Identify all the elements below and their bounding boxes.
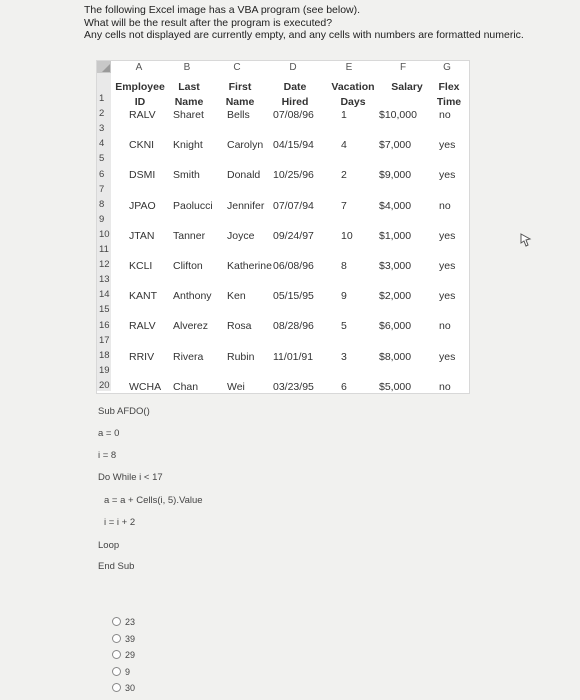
cell-f-row-1: $10,000 <box>379 109 417 121</box>
cell-e-row-9: 3 <box>341 350 347 363</box>
cell-e-row-3: 2 <box>341 169 347 182</box>
cell-f-row-3: $9,000 <box>379 169 412 182</box>
cell-c-row-3: Donald <box>227 169 261 182</box>
cell-g-row-8: no <box>439 320 451 333</box>
cell-b-row-5: Tanner <box>173 229 206 242</box>
cell-a-row-10: WCHA <box>129 380 162 393</box>
code-accumulate: a = a + Cells(i, 5).Value <box>104 495 203 506</box>
cell-c-row-6: Katherine <box>227 260 272 272</box>
header-e-line-2: Days <box>340 96 366 108</box>
cell-c-row-9: Rubin <box>227 350 255 363</box>
cell-a-row-6: KCLI <box>129 260 153 272</box>
cell-a-row-3: DSMI <box>129 169 156 182</box>
header-c-line-1: First <box>228 81 252 93</box>
row-number-18: 18 <box>99 349 110 361</box>
answer-option-label: 23 <box>125 617 136 627</box>
answer-option-label: 9 <box>125 666 131 677</box>
row-number-12: 12 <box>99 259 110 271</box>
cell-c-row-5: Joyce <box>227 229 255 242</box>
cell-e-row-7: 9 <box>341 290 347 303</box>
column-letter-d: D <box>289 62 297 73</box>
row-number-19: 19 <box>99 364 110 376</box>
row-number-8: 8 <box>99 198 105 210</box>
row-number-7: 7 <box>99 183 105 195</box>
row-number-2: 2 <box>99 108 105 120</box>
cell-e-row-2: 4 <box>341 139 347 152</box>
header-c-line-2: Name <box>225 96 255 108</box>
radio-button-icon[interactable] <box>112 634 121 643</box>
cell-c-row-4: Jennifer <box>227 199 265 212</box>
radio-button-icon[interactable] <box>112 617 121 626</box>
cell-d-row-8: 08/28/96 <box>273 320 314 333</box>
code-increment: i = i + 2 <box>104 517 136 528</box>
row-number-4: 4 <box>99 138 105 150</box>
cell-g-row-6: yes <box>439 260 456 272</box>
cell-g-row-10: no <box>439 380 451 393</box>
cell-a-row-7: KANT <box>129 290 158 303</box>
header-g-line-2: Time <box>436 96 462 108</box>
cell-b-row-7: Anthony <box>173 290 212 303</box>
cell-e-row-10: 6 <box>341 380 347 393</box>
cell-f-row-4: $4,000 <box>379 199 412 212</box>
row-number-13: 13 <box>99 274 110 286</box>
question-line-3: Any cells not displayed are currently empty, and any cells with numbers are formatted numeric. <box>84 29 524 41</box>
row-number-14: 14 <box>99 289 110 301</box>
cell-b-row-3: Smith <box>173 169 200 182</box>
cell-c-row-10: Wei <box>227 380 245 393</box>
header-b-line-2: Name <box>174 96 204 108</box>
cell-f-row-6: $3,000 <box>379 260 412 272</box>
cell-g-row-4: no <box>439 199 451 212</box>
row-number-5: 5 <box>99 153 105 165</box>
header-a-line-2: ID <box>134 96 146 108</box>
select-all-corner <box>97 61 111 73</box>
header-e-line-1: Vacation <box>331 81 375 93</box>
answer-option-label: 39 <box>125 633 136 644</box>
cell-d-row-3: 10/25/96 <box>273 169 314 182</box>
cell-b-row-9: Rivera <box>173 350 204 363</box>
row-number-11: 11 <box>99 244 109 255</box>
cell-c-row-2: Carolyn <box>227 139 264 152</box>
header-d-line-1: Date <box>283 81 307 93</box>
question-text <box>84 4 564 42</box>
cell-b-row-10: Chan <box>173 380 199 393</box>
cell-e-row-6: 8 <box>341 260 347 272</box>
cell-f-row-9: $8,000 <box>379 350 412 363</box>
column-letter-c: C <box>233 62 241 73</box>
cell-g-row-9: yes <box>439 350 456 363</box>
mouse-cursor-icon <box>520 233 532 247</box>
cell-e-row-1: 1 <box>341 109 347 121</box>
answer-option[interactable] <box>112 683 135 693</box>
row-number-1: 1 <box>99 93 105 104</box>
cell-b-row-1: Sharet <box>173 109 204 121</box>
cell-a-row-8: RALV <box>129 320 156 333</box>
cell-e-row-4: 7 <box>341 199 347 212</box>
answer-option[interactable] <box>112 667 130 677</box>
cell-a-row-5: JTAN <box>129 229 155 242</box>
header-g-line-1: Flex <box>438 81 460 93</box>
column-letter-g: G <box>443 62 451 73</box>
header-b-line-1: Last <box>178 81 200 93</box>
code-loop: Loop <box>98 540 120 551</box>
row-number-20: 20 <box>99 379 110 391</box>
cell-d-row-9: 11/01/91 <box>273 350 314 363</box>
radio-button-icon[interactable] <box>112 667 121 676</box>
code-i-init: i = 8 <box>98 450 117 461</box>
column-letter-a: A <box>135 62 143 73</box>
radio-button-icon[interactable] <box>112 683 121 692</box>
cell-g-row-7: yes <box>439 290 456 303</box>
code-do-while: Do While i < 17 <box>98 472 163 483</box>
cell-c-row-1: Bells <box>227 109 250 121</box>
cell-g-row-5: yes <box>439 229 456 242</box>
cell-b-row-6: Clifton <box>173 260 203 272</box>
row-number-16: 16 <box>99 319 110 331</box>
answer-option[interactable] <box>112 617 135 627</box>
spreadsheet-image <box>96 60 470 394</box>
row-number-17: 17 <box>99 334 110 346</box>
answer-option[interactable] <box>112 634 135 644</box>
cell-d-row-6: 06/08/96 <box>273 260 314 272</box>
cell-a-row-2: CKNI <box>129 139 155 152</box>
header-f-line-1: Salary <box>391 81 423 93</box>
cell-d-row-1: 07/08/96 <box>273 109 314 121</box>
cell-b-row-2: Knight <box>173 139 203 152</box>
cell-f-row-5: $1,000 <box>379 229 412 242</box>
answer-option[interactable] <box>112 650 135 660</box>
row-number-3: 3 <box>99 123 105 135</box>
code-end-sub: End Sub <box>98 561 135 572</box>
row-number-9: 9 <box>99 213 105 225</box>
cell-a-row-1: RALV <box>129 109 156 121</box>
cell-a-row-4: JPAO <box>129 199 156 212</box>
cell-c-row-7: Ken <box>227 290 246 303</box>
cell-g-row-3: yes <box>439 169 456 182</box>
cell-d-row-5: 09/24/97 <box>273 229 314 242</box>
answer-option-label: 29 <box>125 650 136 660</box>
answer-option-label: 30 <box>125 683 136 693</box>
cell-d-row-10: 03/23/95 <box>273 380 314 393</box>
header-d-line-2: Hired <box>281 96 309 108</box>
cell-d-row-7: 05/15/95 <box>273 290 314 303</box>
radio-button-icon[interactable] <box>112 650 121 659</box>
cell-f-row-8: $6,000 <box>379 320 412 333</box>
cell-a-row-9: RRIV <box>129 350 155 363</box>
cell-c-row-8: Rosa <box>227 320 252 333</box>
cell-e-row-8: 5 <box>341 320 347 333</box>
code-sub-line: Sub AFDO() <box>98 406 150 417</box>
cell-f-row-10: $5,000 <box>379 380 412 393</box>
cell-d-row-4: 07/07/94 <box>273 199 314 212</box>
cell-b-row-8: Alverez <box>173 320 209 333</box>
cell-b-row-4: Paolucci <box>173 199 213 212</box>
cell-g-row-2: yes <box>439 139 456 152</box>
column-letter-e: E <box>345 62 353 73</box>
row-number-10: 10 <box>99 228 110 240</box>
cell-f-row-2: $7,000 <box>379 139 412 152</box>
code-a-init: a = 0 <box>98 428 120 439</box>
cell-g-row-1: no <box>439 109 451 121</box>
column-letter-b: B <box>183 62 191 73</box>
row-number-6: 6 <box>99 168 105 180</box>
cell-e-row-5: 10 <box>341 229 353 242</box>
cell-f-row-7: $2,000 <box>379 290 412 303</box>
column-letter-f: F <box>399 62 407 73</box>
question-line-2: What will be the result after the program is executed? <box>84 16 333 29</box>
header-a-line-1: Employee <box>115 81 165 93</box>
question-line-1: The following Excel image has a VBA program (see below). <box>84 4 361 16</box>
cell-d-row-2: 04/15/94 <box>273 139 314 152</box>
row-number-15: 15 <box>99 304 110 316</box>
